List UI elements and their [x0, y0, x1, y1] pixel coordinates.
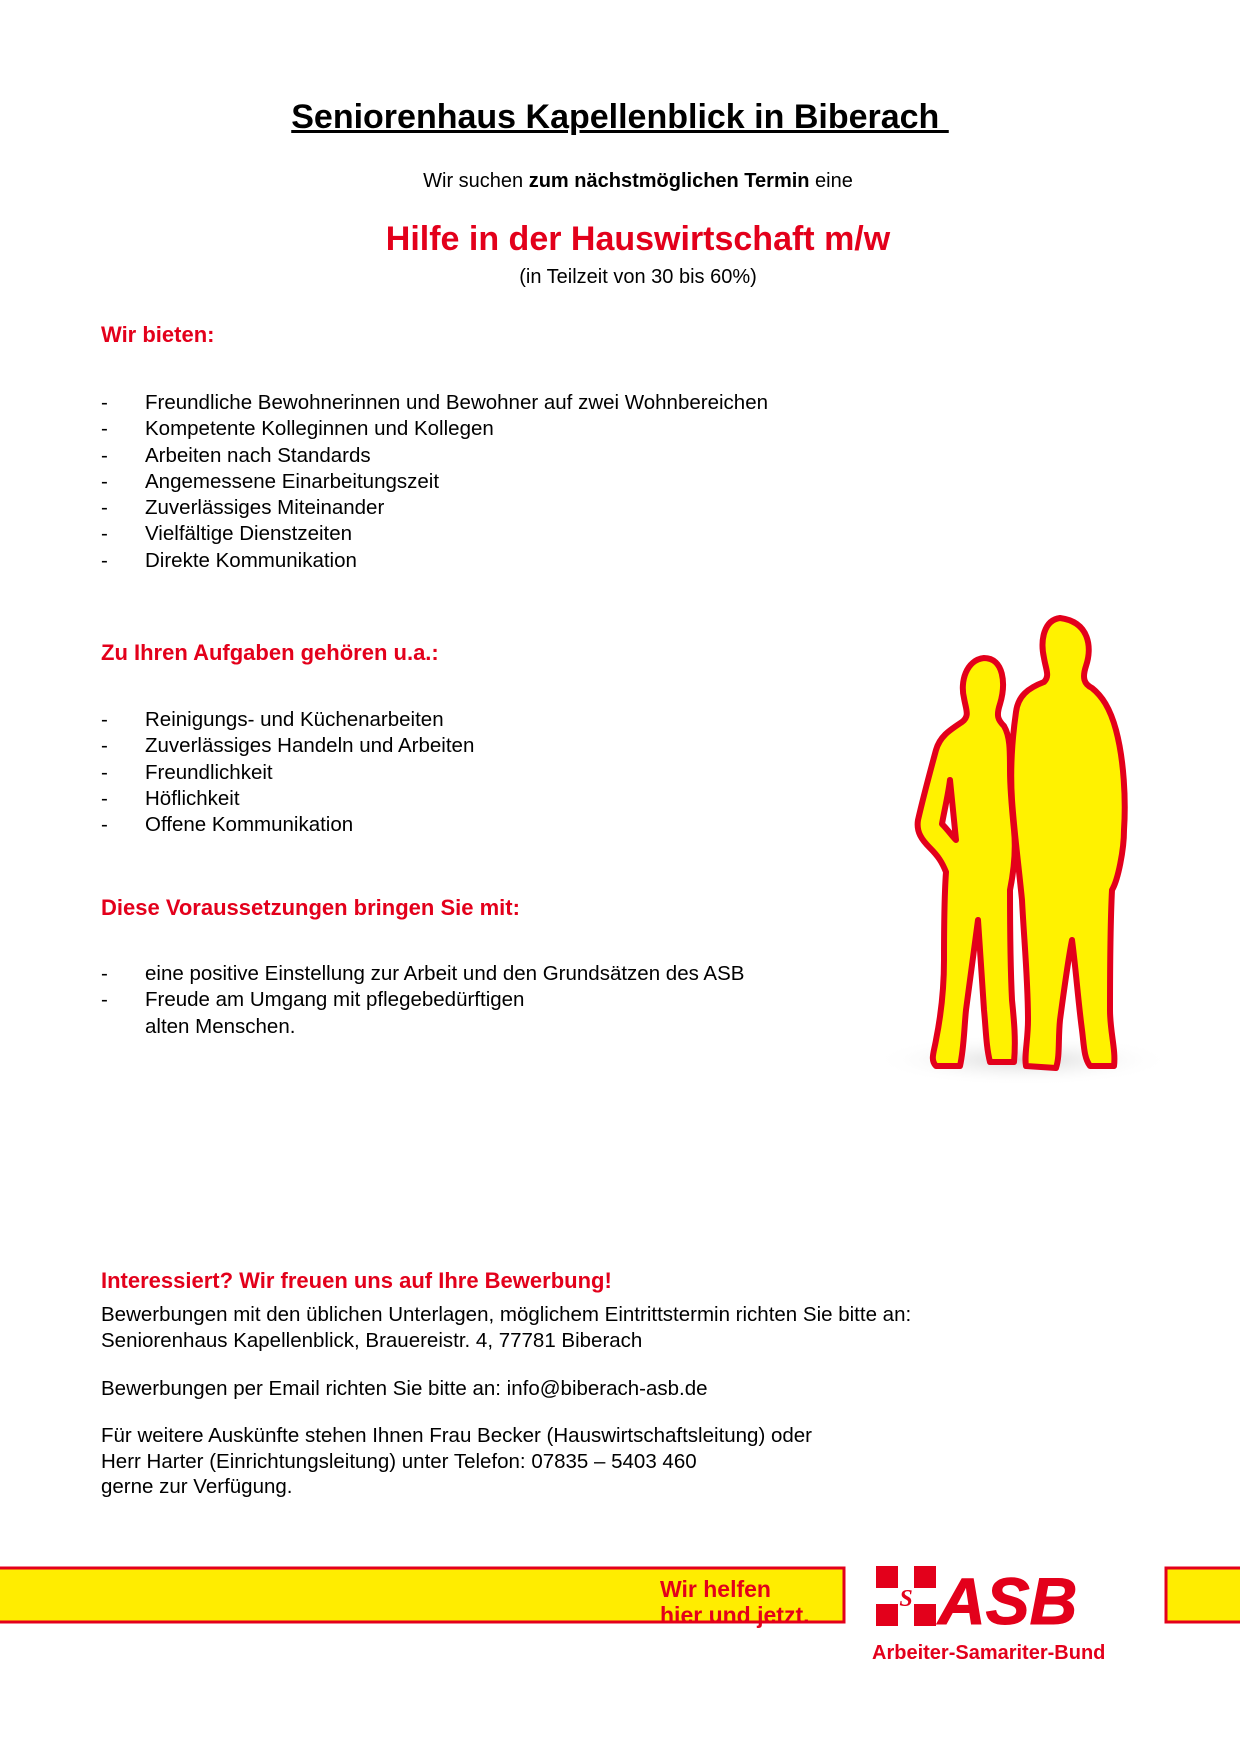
intro-bold: zum nächstmöglichen Termin — [528, 170, 810, 192]
job-title: Hilfe in der Hauswirtschaft m/w — [385, 220, 891, 258]
list-item: - eine positive Einstellung zur Arbeit und den Grundsätzen des ASB — [101, 962, 745, 985]
slogan-line2: hier und jetzt. — [660, 1602, 810, 1628]
tasks-list — [101, 707, 474, 838]
footer-banner — [0, 1562, 1240, 1666]
list-item-continuation: alten Menschen. — [145, 1014, 296, 1038]
intro-text — [0, 170, 1240, 193]
requirements-heading: Diese Voraussetzungen bringen Sie mit: — [101, 895, 520, 920]
list-item: - Arbeiten nach Standards — [101, 443, 371, 467]
contact-address-block: Bewerbungen mit den üblichen Unterlagen, möglichem Eintrittstermin richten Sie bitte an: Seniorenhaus Kapellenblick, Brauereistr. 4, 77781 Biberach — [101, 1303, 912, 1352]
list-item: - Zuverlässiges Miteinander — [101, 496, 385, 520]
list-item: - Direkte Kommunikation — [101, 548, 357, 572]
list-item: - Freundliche Bewohnerinnen und Bewohner auf zwei Wohnbereichen — [101, 391, 768, 414]
list-item: - Höflichkeit — [101, 786, 240, 810]
org-name: Arbeiter-Samariter-Bund — [872, 1642, 1106, 1664]
contact-email: Bewerbungen per Email richten Sie bitte an: info@biberach-asb.de — [101, 1377, 708, 1400]
list-item: - Reinigungs- und Küchenarbeiten — [101, 708, 444, 731]
list-item: - Zuverlässiges Handeln und Arbeiten — [101, 734, 475, 758]
intro-post: eine — [809, 170, 853, 192]
logo-text: ASB — [938, 1564, 1078, 1638]
list-item: - Freundlichkeit — [101, 760, 273, 784]
couple-silhouette-icon — [878, 600, 1168, 1088]
offer-list — [101, 390, 768, 574]
list-item: - Angemessene Einarbeitungszeit — [101, 469, 440, 493]
intro-pre: Wir suchen — [423, 170, 529, 192]
tasks-heading: Zu Ihren Aufgaben gehören u.a.: — [101, 640, 439, 665]
list-item: - Offene Kommunikation — [101, 813, 354, 837]
page-title: Seniorenhaus Kapellenblick in Biberach — [291, 98, 949, 136]
list-item: - Vielfältige Dienstzeiten — [101, 522, 353, 546]
offer-heading: Wir bieten: — [101, 322, 215, 347]
contact-heading: Interessiert? Wir freuen uns auf Ihre Bewerbung! — [101, 1268, 612, 1293]
logo-cross-letter: S — [899, 1586, 913, 1612]
contact-info-block: Für weitere Auskünfte stehen Ihnen Frau Becker (Hauswirtschaftsleitung) oder Herr Harter (Einrichtungsleitung) unter Telefon: 07835 – 5403 460 gerne zur Verfügung. — [101, 1424, 813, 1498]
requirements-list — [101, 961, 744, 1040]
list-item: - Kompetente Kolleginnen und Kollegen — [101, 417, 494, 441]
slogan-line1: Wir helfen — [660, 1576, 771, 1602]
job-subtitle: (in Teilzeit von 30 bis 60%) — [519, 266, 757, 288]
list-item: - Freude am Umgang mit pflegebedürftigen — [101, 988, 525, 1012]
asb-logo — [876, 1564, 1077, 1638]
